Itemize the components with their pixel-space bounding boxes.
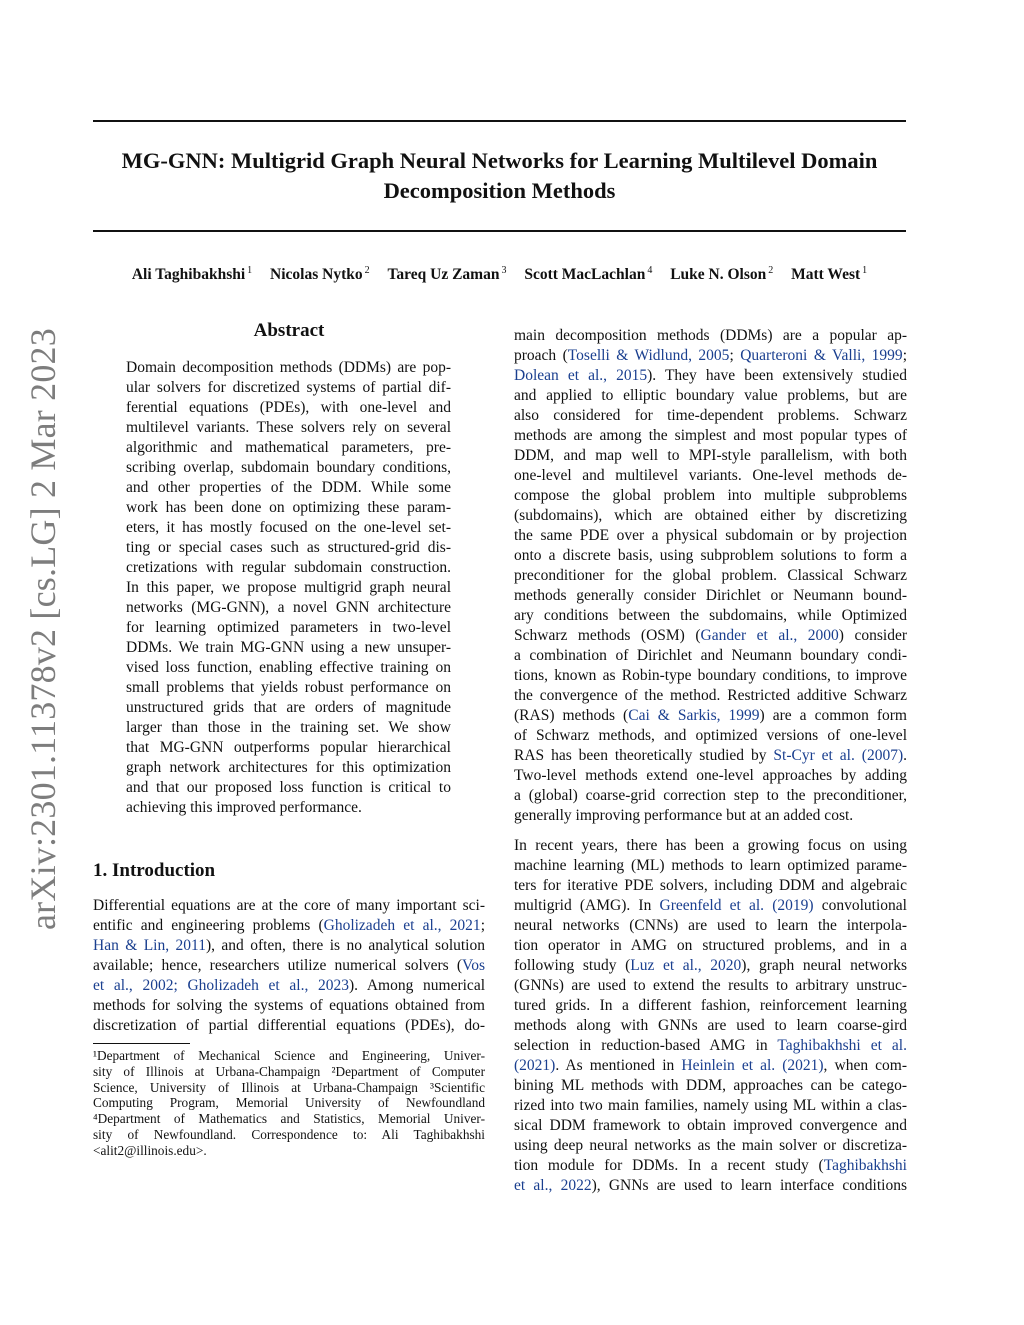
text-line: vised loss function, enabling effective training on — [126, 659, 451, 676]
text-line: sity of Newfoundland. Correspondence to: Ali Taghibakhshi — [93, 1127, 485, 1142]
text-line: ferential equations (PDEs), with one-level and — [126, 399, 451, 416]
text-line: ary conditions between the subdomains, while Optimized — [514, 607, 907, 624]
text-line: multilevel variants. These solvers rely on several — [126, 419, 451, 436]
title-line: MG-GNN: Multigrid Graph Neural Networks for Learning Multilevel Domain — [121, 148, 878, 173]
text-line: Schwarz methods (OSM) (Gander et al., 2000) consider — [514, 627, 907, 644]
author: Scott MacLachlan $^4$ — [524, 265, 653, 284]
text-line: DDMs. We train MG-GNN using a new unsuper- — [126, 639, 451, 656]
text-line: a (global) coarse-grid correction step to the preconditioner, — [514, 787, 907, 804]
text-line: (subdomains), which are obtained either by discretizing — [514, 507, 907, 524]
text-line: multigrid (AMG). In Greenfeld et al. (2019) convolutional — [514, 897, 907, 914]
arxiv-identifier-stamp: arXiv:2301.11378v2 [cs.LG] 2 Mar 2023 — [23, 328, 63, 930]
text-line: et al., 2022), GNNs are used to learn interface conditions — [514, 1177, 907, 1194]
text-line: unstructured grids that are orders of magnitude — [126, 699, 451, 716]
text-line: methods along with GNNs are used to learn coarse-gird — [514, 1017, 907, 1034]
text-line: ¹Department of Mechanical Science and Engineering, Univer- — [93, 1048, 485, 1063]
author: Nicolas Nytko $^2$ — [270, 265, 370, 284]
text-line: a combination of Dirichlet and Neumann boundary condi- — [514, 647, 907, 664]
text-line: methods generally consider Dirichlet or Neumann bound- — [514, 587, 907, 604]
author: Matt West $^1$ — [791, 265, 868, 284]
text-line: ters for iterative PDE solvers, including DDM and algebraic — [514, 877, 907, 894]
paper-title — [93, 146, 906, 206]
author: Tareq Uz Zaman $^3$ — [387, 265, 507, 284]
text-line: following study (Luz et al., 2020), graph neural networks — [514, 957, 907, 974]
text-line: for learning optimized parameters in two-level — [126, 619, 451, 636]
text-line: neural networks (CNNs) are used to learn the interpola- — [514, 917, 907, 934]
text-line: achieving this improved performance. — [126, 799, 362, 816]
text-line: machine learning (ML) methods to learn optimized parame- — [514, 857, 907, 874]
text-line: discretization of partial differential equations (PDEs), do- — [93, 1017, 485, 1034]
text-line: Differential equations are at the core of many important sci- — [93, 897, 485, 914]
text-line: selection in reduction-based AMG in Taghibakhshi et al. — [514, 1037, 907, 1054]
text-line: rized into two main families, namely using ML within a clas- — [514, 1097, 907, 1114]
text-line: scribing overlap, subdomain boundary conditions, — [126, 459, 451, 476]
text-line: and that our proposed loss function is critical to — [126, 779, 451, 796]
text-line: (GNNs) are used to extend the results to arbitrary unstruc- — [514, 977, 907, 994]
text-line: eters, it has mostly focused on the one-level set- — [126, 519, 451, 536]
text-line: bining ML methods with DDM, approaches can be catego- — [514, 1077, 907, 1094]
text-line: small problems that yields robust performance on — [126, 679, 451, 696]
text-line: Two-level methods extend one-level approaches by adding — [514, 767, 907, 784]
text-line: that MG-GNN outperforms popular hierarchical — [126, 739, 451, 756]
text-line: of Schwarz methods, and optimized versions of one-level — [514, 727, 907, 744]
text-line: one-level and multilevel variants. One-level methods de- — [514, 467, 907, 484]
text-line: cretizations with regular subdomain construction. — [126, 559, 451, 576]
text-line: algorithmic and mathematical parameters, pre- — [126, 439, 451, 456]
text-line: methods are among the simplest and most popular types of — [514, 427, 907, 444]
text-line: Han & Lin, 2011), and often, there is no analytical solution — [93, 937, 485, 954]
text-line: preconditioner for the global problem. Classical Schwarz — [514, 567, 907, 584]
text-line: (2021). As mentioned in Heinlein et al. (2021), when com- — [514, 1057, 907, 1074]
text-line: compose the global problem into multiple subproblems — [514, 487, 907, 504]
text-line: the convergence of the method. Restricted additive Schwarz — [514, 687, 907, 704]
text-line: also considered for time-dependent problems. Schwarz — [514, 407, 907, 424]
text-line: Science, University of Illinois at Urbana-Champaign ³Scientific — [93, 1079, 485, 1095]
text-line: <alit2@illinois.edu>. — [93, 1142, 207, 1158]
text-line: graph network architectures for this optimization — [126, 759, 451, 776]
text-line: tion operator in AMG on structured problems, and in a — [514, 937, 907, 954]
text-line: ting or special cases such as structured-grid dis- — [126, 539, 451, 556]
text-line: DDM, and map well to MPI-style parallelism, with both — [514, 447, 907, 464]
text-line: larger than those in the training set. We show — [126, 719, 451, 736]
author-list — [93, 265, 906, 284]
title-line: Decomposition Methods — [383, 178, 616, 203]
text-line: ular solvers for discretized systems of partial dif- — [126, 379, 451, 396]
text-line: main decomposition methods (DDMs) are a popular ap- — [514, 327, 907, 344]
text-line: networks (MG-GNN), a novel GNN architecture — [126, 599, 451, 616]
title-bottom-rule — [93, 230, 906, 232]
author: Luke N. Olson $^2$ — [670, 265, 774, 284]
title-top-rule — [93, 120, 906, 122]
text-line: using deep neural networks as the main solver or discretiza- — [514, 1137, 907, 1154]
text-line: et al., 2002; Gholizadeh et al., 2023). Among numerical — [93, 977, 485, 994]
text-line: Computing Program, Memorial University of Newfoundland — [93, 1095, 485, 1111]
text-line: Domain decomposition methods (DDMs) are pop- — [126, 359, 451, 376]
text-line: tions, known as Robin-type boundary conditions, to improve — [514, 667, 907, 684]
text-line: tured grids. In a different fashion, reinforcement learning — [514, 997, 907, 1014]
introduction-heading: 1. Introduction — [93, 860, 216, 881]
text-line: methods for solving the systems of equations obtained from — [93, 997, 485, 1014]
text-line: Dolean et al., 2015). They have been extensively studied — [514, 367, 907, 384]
text-line: sity of Illinois at Urbana-Champaign ²Department of Computer — [93, 1063, 485, 1079]
text-line: onto a discrete basis, using subproblem solutions to form a — [514, 547, 907, 564]
text-line: ⁴Department of Mathematics and Statistics, Memorial Univer- — [93, 1111, 485, 1127]
text-line: the same PDE over a physical subdomain or by projection — [514, 527, 907, 544]
text-line: (RAS) methods (Cai & Sarkis, 1999) are a common form — [514, 707, 907, 724]
footnote-rule — [93, 1043, 190, 1044]
text-line: In this paper, we propose multigrid graph neural — [126, 579, 451, 596]
text-line: and other properties of the DDM. While some — [126, 479, 451, 496]
author: Ali Taghibakhshi $^1$ — [131, 265, 253, 284]
text-line: generally improving performance but at an added cost. — [514, 807, 854, 824]
text-line: work has been done on optimizing these param- — [126, 499, 451, 516]
text-line: tion module for DDMs. In a recent study (Taghibakhshi — [514, 1157, 907, 1174]
abstract-heading: Abstract — [253, 320, 325, 341]
text-line: entific and engineering problems (Gholizadeh et al., 2021; — [93, 917, 485, 934]
text-line: sical DDM framework to obtain improved convergence and — [514, 1117, 907, 1134]
text-line: RAS has been theoretically studied by St-Cyr et al. (2007). — [514, 747, 907, 764]
text-line: proach (Toselli & Widlund, 2005; Quarteroni & Valli, 1999; — [514, 347, 907, 364]
text-line: available; hence, researchers utilize numerical solvers (Vos — [93, 957, 485, 974]
text-line: In recent years, there has been a growing focus on using — [514, 837, 907, 854]
text-line: and applied to elliptic boundary value problems, but are — [514, 387, 907, 404]
